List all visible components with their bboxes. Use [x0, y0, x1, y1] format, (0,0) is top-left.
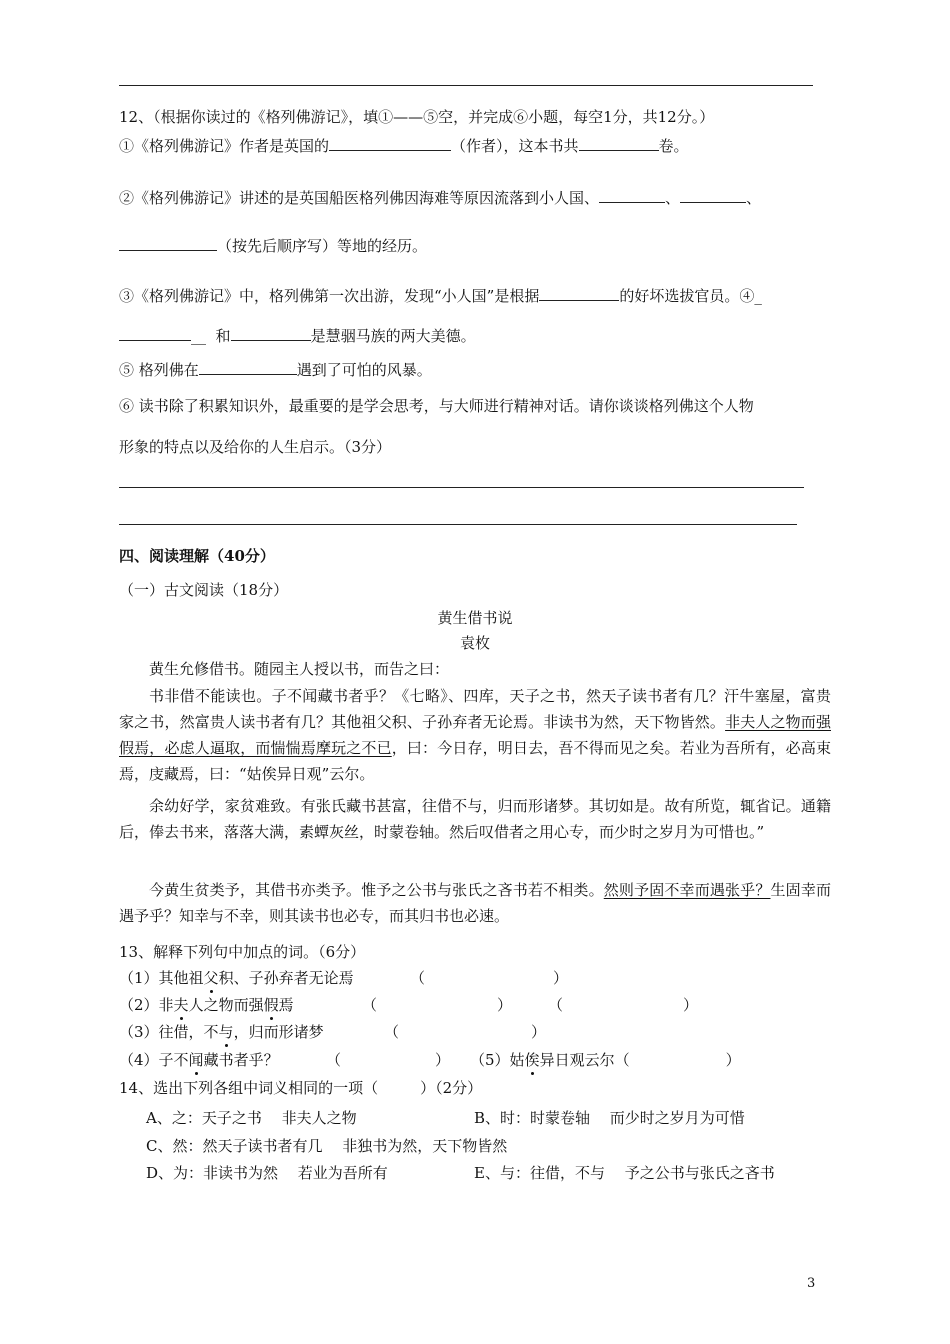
answer-blank[interactable] — [199, 358, 297, 375]
q14-option-e[interactable]: E、与：往借，不与 予之公书与张氏之吝书 — [474, 1164, 775, 1182]
q12-item-1: ①《格列佛游记》作者是英国的 （作者），这本书共 卷。 — [119, 134, 689, 156]
answer-blank[interactable] — [119, 234, 217, 251]
top-rule — [119, 85, 813, 86]
q12-item-2-cont: （按先后顺序写）等地的经历。 — [119, 234, 427, 256]
answer-paren[interactable]: （ ） — [362, 996, 513, 1014]
essay-paragraph-3: 余幼好学，家贫难致。有张氏藏书甚富，往借不与，归而形诸梦。其切如是。故有所览，辄省记。通籍后，俸去书来，落落大满，素蟫灰丝，时蒙卷轴。然后叹借者之用心专，而少时之岁月为可惜也。” — [119, 797, 831, 841]
page-number: 3 — [807, 1276, 816, 1291]
q12-item-3: ③《格列佛游记》中，格列佛第一次出游，发现“小人国”是根据 的好坏选拔官员。④_ — [119, 284, 762, 306]
q13-item-3: （3）往借，不与，归而形诸梦 — [119, 1023, 324, 1041]
answer-blank[interactable] — [599, 186, 665, 203]
essay-paragraph-2: 书非借不能读也。子不闻藏书者乎？《七略》、四库，天子之书，然天子读书者有几？汗牛塞屋，富贵家之书，然富贵人读书者有几？其他祖父积、子孙弃者无论焉。非读书为然，天下物皆然。非夫人之物而强假焉，必虑人逼取，而惴惴焉摩玩之不已，曰：今日存，明日去，吾不得而见之矣。若业为吾所有，必高束焉，庋藏焉，曰：“姑俟异日观”云尔。 — [119, 687, 831, 783]
answer-blank[interactable] — [539, 284, 619, 301]
essay-title: 黄生借书说 — [437, 609, 513, 627]
answer-paren[interactable]: （ ） — [384, 1023, 547, 1041]
underlined-sentence: 非夫人之物而强假焉，必虑人逼取，而惴惴焉摩玩之不已 — [119, 713, 831, 757]
q13-item-5: （5）姑俟异日观云尔（ ） — [470, 1051, 741, 1069]
q12-item-6-cont: 形象的特点以及给你的人生启示。（3分） — [119, 438, 392, 456]
q14-option-a[interactable]: A、之：天子之书 非夫人之物 — [146, 1109, 357, 1127]
q13-header: 13、解释下列句中加点的词。（6分） — [119, 943, 366, 961]
q14-option-d[interactable]: D、为：非读书为然 若业为吾所有 — [146, 1164, 388, 1182]
answer-blank[interactable] — [680, 186, 746, 203]
q12-item-6: ⑥ 读书除了积累知识外，最重要的是学会思考，与大师进行精神对话。请你谈谈格列佛这个人物 — [119, 397, 754, 415]
q12-item-5: ⑤ 格列佛在 遇到了可怕的风暴。 — [119, 358, 432, 380]
answer-blank[interactable] — [119, 324, 191, 341]
essay-paragraph-4: 今黄生贫类予，其借书亦类予。惟予之公书与张氏之吝书若不相类。然则予固不幸而遇张乎？生固幸而遇予乎？知幸与不幸，则其读书也必专，而其归书也必速。 — [119, 881, 831, 925]
q14-option-b[interactable]: B、时：时蒙卷轴 而少时之岁月为可惜 — [474, 1109, 745, 1127]
q14-option-c[interactable]: C、然：然天子读书者有几 非独书为然，天下物皆然 — [146, 1137, 508, 1155]
essay-paragraph-1: 黄生允修借书。随园主人授以书，而告之曰： — [149, 660, 450, 678]
answer-line-2[interactable] — [119, 524, 797, 525]
answer-paren[interactable]: （ ） — [548, 996, 699, 1014]
answer-line-1[interactable] — [119, 487, 804, 488]
q12-header: 12、（根据你读过的《格列佛游记》，填①——⑤空，并完成⑥小题，每空1分，共12分。） — [119, 108, 715, 126]
q12-item-2: ②《格列佛游记》讲述的是英国船医格列佛因海难等原因流落到小人国、 、 、 — [119, 186, 761, 208]
answer-paren[interactable]: （ ） — [614, 1051, 741, 1069]
q14-header: 14、选出下列各组中词义相同的一项（ ）（2分） — [119, 1079, 483, 1097]
q13-item-2: （2）非夫人之物而强假焉 — [119, 996, 294, 1014]
essay-author: 袁枚 — [459, 634, 490, 652]
section-4-sub-1: （一）古文阅读（18分） — [119, 581, 289, 599]
section-4-title: 四、阅读理解（40分） — [119, 547, 275, 565]
answer-paren[interactable]: （ ） — [410, 969, 569, 987]
answer-blank[interactable] — [329, 134, 451, 151]
q12-item-4: __ 和 是慧骃马族的两大美德。 — [119, 324, 476, 346]
underlined-sentence: 然则予固不幸而遇张乎？ — [603, 881, 771, 899]
answer-paren[interactable]: （ ） — [326, 1051, 451, 1069]
answer-blank[interactable] — [231, 324, 311, 341]
q13-item-4: （4）子不闻藏书者乎？ — [119, 1051, 279, 1069]
answer-blank[interactable] — [579, 134, 659, 151]
q13-item-1: （1）其他祖父积、子孙弃者无论焉 — [119, 969, 354, 987]
